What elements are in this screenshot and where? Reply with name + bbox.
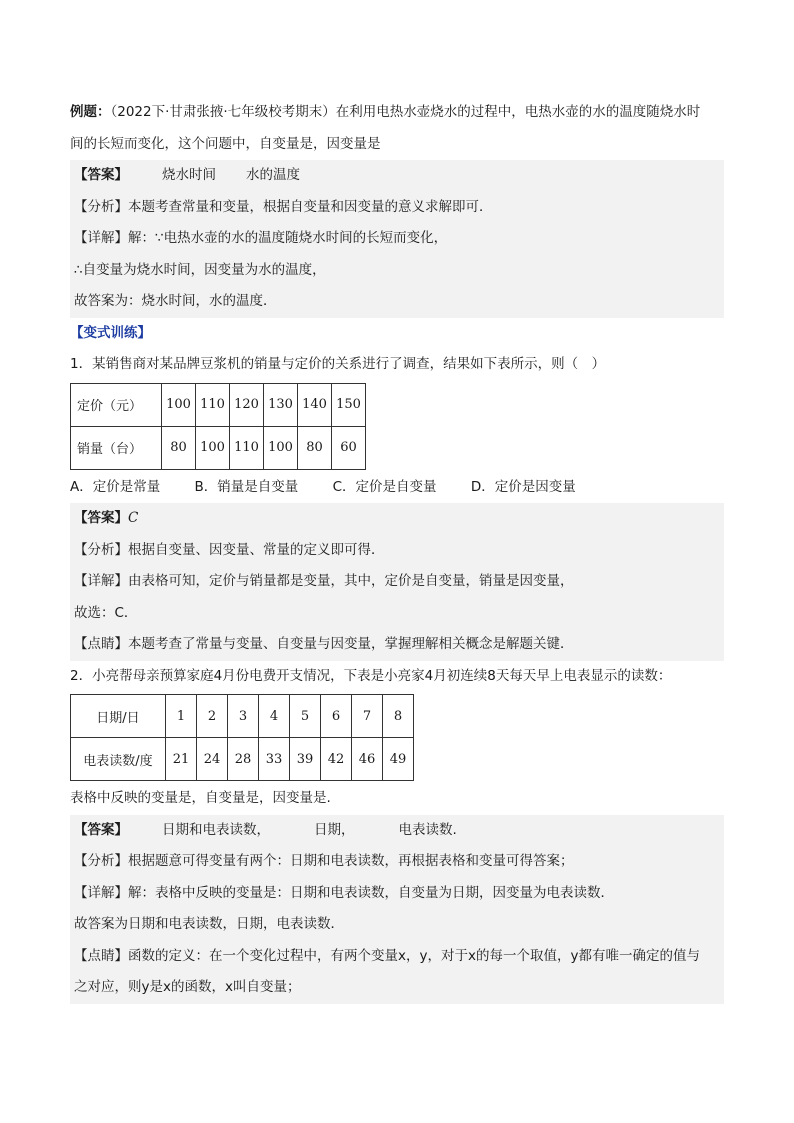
table-cell: 110 [196, 383, 230, 426]
example-detail-1: 【详解】解：∵电热水壶的水的温度随烧水时间的长短而变化， [74, 230, 448, 246]
example-answer-1: 烧水时间 [162, 167, 216, 183]
example-answer-2: 水的温度 [246, 167, 300, 183]
table-row [71, 738, 414, 781]
answer-label: 【答案】 [74, 821, 128, 838]
table-cell: 100 [196, 426, 230, 469]
q1-options [70, 472, 724, 504]
table-row [71, 383, 366, 426]
table-cell: 33 [259, 738, 290, 781]
table-header-cell: 电表读数/度 [71, 738, 166, 781]
table-cell: 80 [298, 426, 332, 469]
table-cell: 46 [352, 738, 383, 781]
q2-analysis: 【分析】根据题意可得变量有两个：日期和电表读数，再根据表格和变量可得答案； [74, 853, 574, 869]
q2-detail-1: 【详解】解：表格中反映的变量是：日期和电表读数，自变量为日期，因变量为电表读数． [74, 884, 614, 901]
table-cell: 1 [166, 695, 197, 738]
example-label: 例题： [70, 104, 111, 120]
q2-answer-1: 日期和电表读数， [162, 821, 270, 838]
example-text-1: （2022下·甘肃张掖·七年级校考期末）在利用电热水壶烧水的过程中，电热水壶的水的温度随烧水时 [110, 104, 701, 120]
table-header-cell: 日期/日 [71, 695, 166, 738]
example-answer [70, 160, 724, 192]
q1-detail-1: 【详解】由表格可知，定价与销量都是变量，其中，定价是自变量，销量是因变量， [74, 573, 574, 589]
q1-solution-block [70, 503, 724, 661]
q2-stem-2: 表格中反映的变量是，自变量是，因变量是. [70, 790, 331, 806]
option-a: A．定价是常量 [70, 478, 161, 495]
q2-table [70, 694, 414, 781]
q2-comment-1: 【点睛】函数的定义：在一个变化过程中，有两个变量x，y，对于x的每一个取值，y都有唯一确定的值与 [74, 947, 700, 964]
table-cell: 39 [290, 738, 321, 781]
table-cell: 28 [228, 738, 259, 781]
option-c: C．定价是自变量 [332, 478, 437, 495]
q1-answer [70, 503, 724, 535]
table-row [71, 426, 366, 469]
example-solution-block [70, 160, 724, 318]
q1-analysis: 【分析】根据自变量、因变量、常量的定义即可得． [74, 541, 385, 558]
q2-answer [70, 815, 724, 847]
table-cell: 24 [197, 738, 228, 781]
document-page [70, 97, 724, 1004]
answer-label: 【答案】 [74, 167, 128, 183]
table-cell: 3 [228, 695, 259, 738]
q1-stem: 1．某销售商对某品牌豆浆机的销量与定价的关系进行了调查，结果如下表所示，则（ ） [70, 356, 606, 372]
example-detail-2: ∴自变量为烧水时间，因变量为水的温度， [74, 261, 326, 278]
table-cell: 110 [230, 426, 264, 469]
table-cell: 150 [332, 383, 366, 426]
q1-table [70, 383, 366, 470]
q1-detail-2: 故选：C． [74, 604, 138, 621]
table-cell: 60 [332, 426, 366, 469]
option-d: D．定价是因变量 [470, 478, 576, 495]
example-line-1 [70, 97, 724, 129]
q2-stem: 2．小亮帮母亲预算家庭4月份电费开支情况，下表是小亮家4月初连续8天每天早上电表显示的读数： [70, 667, 672, 684]
table-cell: 100 [162, 383, 196, 426]
q1-comment: 【点睛】本题考查了常量与变量、自变量与因变量，掌握理解相关概念是解题关键． [74, 636, 574, 652]
table-cell: 4 [259, 695, 290, 738]
table-cell: 2 [197, 695, 228, 738]
table-cell: 49 [383, 738, 414, 781]
table-cell: 21 [166, 738, 197, 781]
q2-solution-block [70, 815, 724, 1004]
q1-answer-value: C [128, 510, 139, 526]
option-b: B．销量是自变量 [194, 478, 299, 495]
table-header-cell: 销量（台） [71, 426, 162, 469]
answer-label: 【答案】 [74, 510, 128, 526]
table-row [71, 695, 414, 738]
table-cell: 8 [383, 695, 414, 738]
table-cell: 6 [321, 695, 352, 738]
table-cell: 130 [264, 383, 298, 426]
example-line-2: 间的长短而变化，这个问题中，自变量是，因变量是 [70, 135, 381, 152]
table-cell: 5 [290, 695, 321, 738]
example-analysis: 【分析】本题考查常量和变量，根据自变量和因变量的意义求解即可． [74, 198, 493, 215]
table-cell: 100 [264, 426, 298, 469]
q2-comment-2: 之对应，则y是x的函数，x叫自变量； [74, 979, 301, 995]
q2-answer-2: 日期， [314, 821, 355, 838]
table-cell: 42 [321, 738, 352, 781]
section-title: 【变式训练】 [70, 324, 151, 341]
table-cell: 140 [298, 383, 332, 426]
table-cell: 80 [162, 426, 196, 469]
q2-detail-2: 故答案为日期和电表读数，日期，电表读数． [74, 916, 344, 932]
table-cell: 7 [352, 695, 383, 738]
table-header-cell: 定价（元） [71, 383, 162, 426]
q2-answer-3: 电表读数. [398, 821, 457, 838]
table-cell: 120 [230, 383, 264, 426]
example-detail-3: 故答案为：烧水时间，水的温度． [74, 293, 277, 309]
